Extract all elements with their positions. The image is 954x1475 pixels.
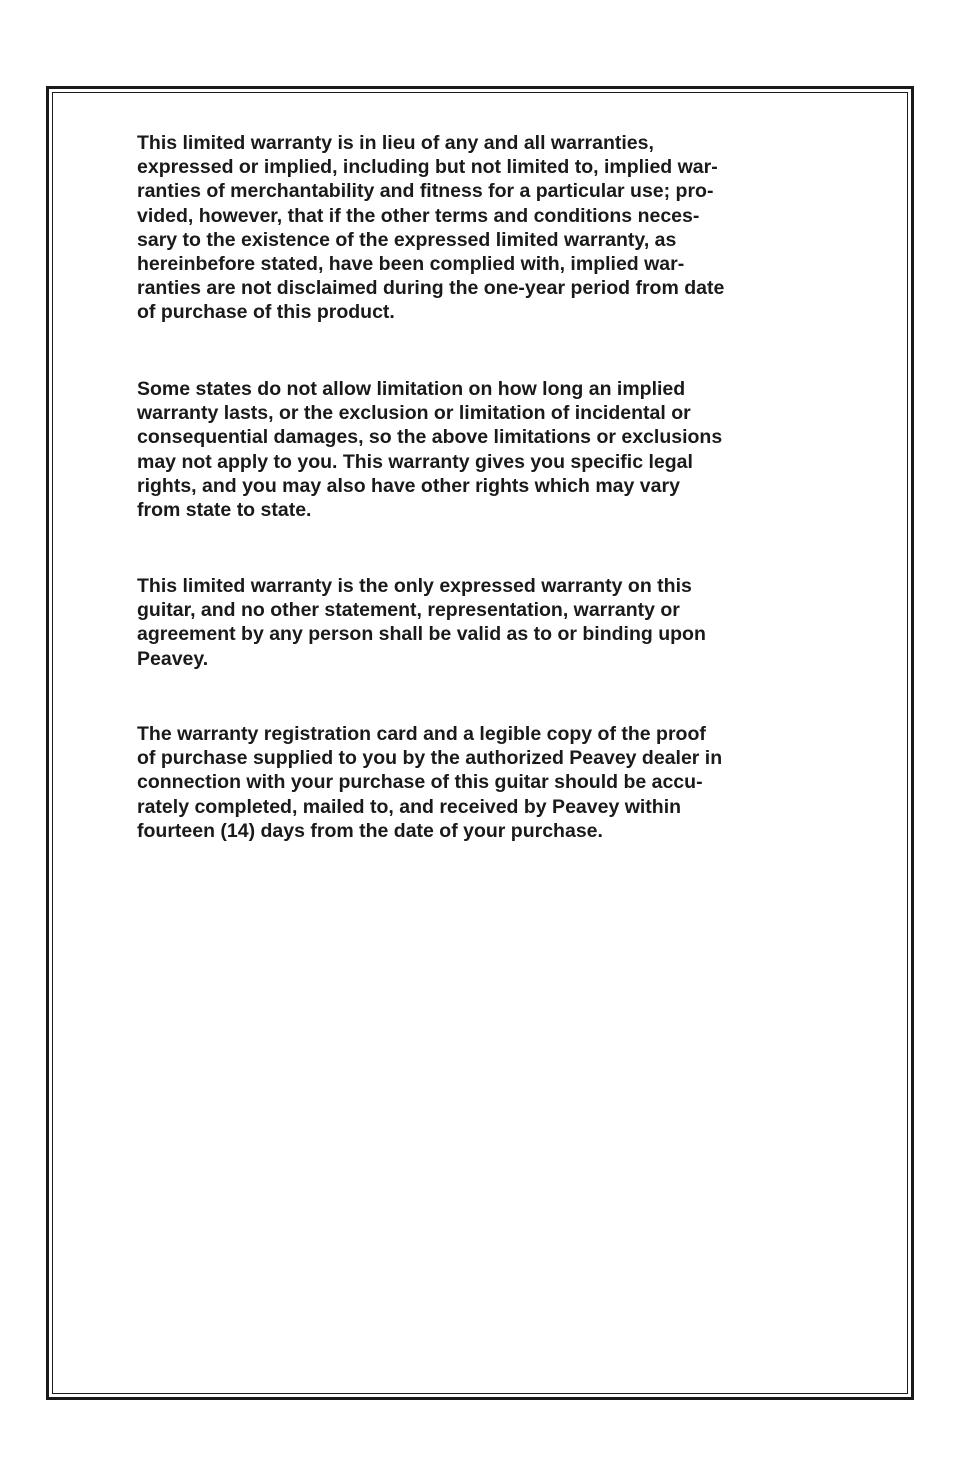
registration-card-paragraph: The warranty registration card and a legible copy of the proof of purchase supplied to you by the authorized Peavey dealer in connection with your purchase of this guitar should be accu- rately completed, mailed to, and received by Peavey within fourteen (14) days from the date of your purchase. [137, 723, 723, 842]
state-rights-paragraph: Some states do not allow limitation on how long an implied warranty lasts, or the exclusion or limitation of incidental or consequential damages, so the above limitations or exclusions may not apply to you. This warranty gives you specific legal rights, and you may also have other rights which may vary from state to state. [137, 378, 723, 522]
warranty-disclaimer-paragraph: This limited warranty is in lieu of any and all warranties, expressed or implied, including but not limited to, implied war- ranties of merchantability and fitness for a particular use; pro- vided, however, that if the other terms and conditions neces- sary to the existence of the expressed limited warranty, as hereinbefore stated, have been complied with, implied war- ranties are not disclaimed during the one-year period from date of purchase of this product. [137, 132, 725, 324]
exclusive-warranty-paragraph: This limited warranty is the only expressed warranty on this guitar, and no other statement, representation, warranty or agreement by any person shall be valid as to or binding upon Peavey. [137, 575, 706, 670]
